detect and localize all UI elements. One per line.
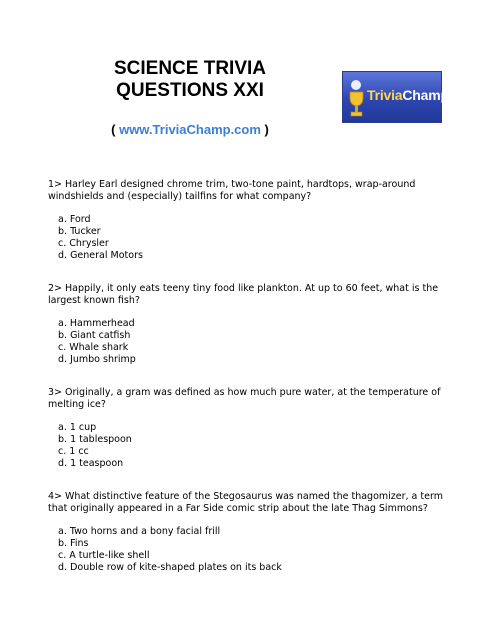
question-text: 4> What distinctive feature of the Stegosaurus was named the thagomizer, a term that originally appeared in a Far Side comic strip about the late Thag Simmons? xyxy=(48,491,443,514)
question-text: 1> Harley Earl designed chrome trim, two-tone paint, hardtops, wrap-around windshields and (especially) tailfins for what company? xyxy=(48,179,416,202)
answer-option: c. A turtle-like shell xyxy=(58,550,150,561)
page-title xyxy=(80,58,300,102)
answer-option: a. Hammerhead xyxy=(58,318,135,329)
answer-option: b. Tucker xyxy=(58,226,101,237)
question-4 xyxy=(48,491,453,574)
site-link-line xyxy=(0,122,380,137)
question-3 xyxy=(48,387,453,470)
logo-text-champ: Champ xyxy=(402,87,449,103)
answer-option: c. Chrysler xyxy=(58,238,109,249)
trophy-icon xyxy=(347,78,367,120)
question-1 xyxy=(48,179,453,262)
answer-option: c. Whale shark xyxy=(58,342,129,353)
logo-text-trivia: Trivia xyxy=(367,87,403,103)
answer-option: d. Double row of kite-shaped plates on its back xyxy=(58,562,282,573)
questions-list xyxy=(48,179,453,585)
answer-option: a. Ford xyxy=(58,214,91,225)
logo-text xyxy=(367,87,449,103)
answer-option: b. Giant catfish xyxy=(58,330,131,341)
question-2 xyxy=(48,283,453,366)
title-line-2: QUESTIONS XXI xyxy=(116,80,264,101)
answer-option: d. General Motors xyxy=(58,250,143,261)
answer-options xyxy=(58,318,453,366)
answer-option: d. 1 teaspoon xyxy=(58,458,124,469)
triviachamp-logo[interactable] xyxy=(342,71,449,123)
site-open-paren: ( xyxy=(111,122,120,137)
answer-option: b. Fins xyxy=(58,538,89,549)
site-url-link[interactable]: www.TriviaChamp.com xyxy=(119,122,261,137)
answer-option: a. Two horns and a bony facial frill xyxy=(58,526,221,537)
answer-option: d. Jumbo shrimp xyxy=(58,354,136,365)
question-text: 2> Happily, it only eats teeny tiny food like plankton. At up to 60 feet, what is the largest known fish? xyxy=(48,283,439,306)
answer-options xyxy=(58,422,453,470)
answer-options xyxy=(58,526,453,574)
answer-option: c. 1 cc xyxy=(58,446,89,457)
title-line-1: SCIENCE TRIVIA xyxy=(113,58,267,79)
site-close-paren: ) xyxy=(260,122,269,137)
answer-options xyxy=(58,214,453,262)
answer-option: b. 1 tablespoon xyxy=(58,434,132,445)
question-text: 3> Originally, a gram was defined as how much pure water, at the temperature of melting ice? xyxy=(48,387,441,410)
answer-option: a. 1 cup xyxy=(58,422,97,433)
